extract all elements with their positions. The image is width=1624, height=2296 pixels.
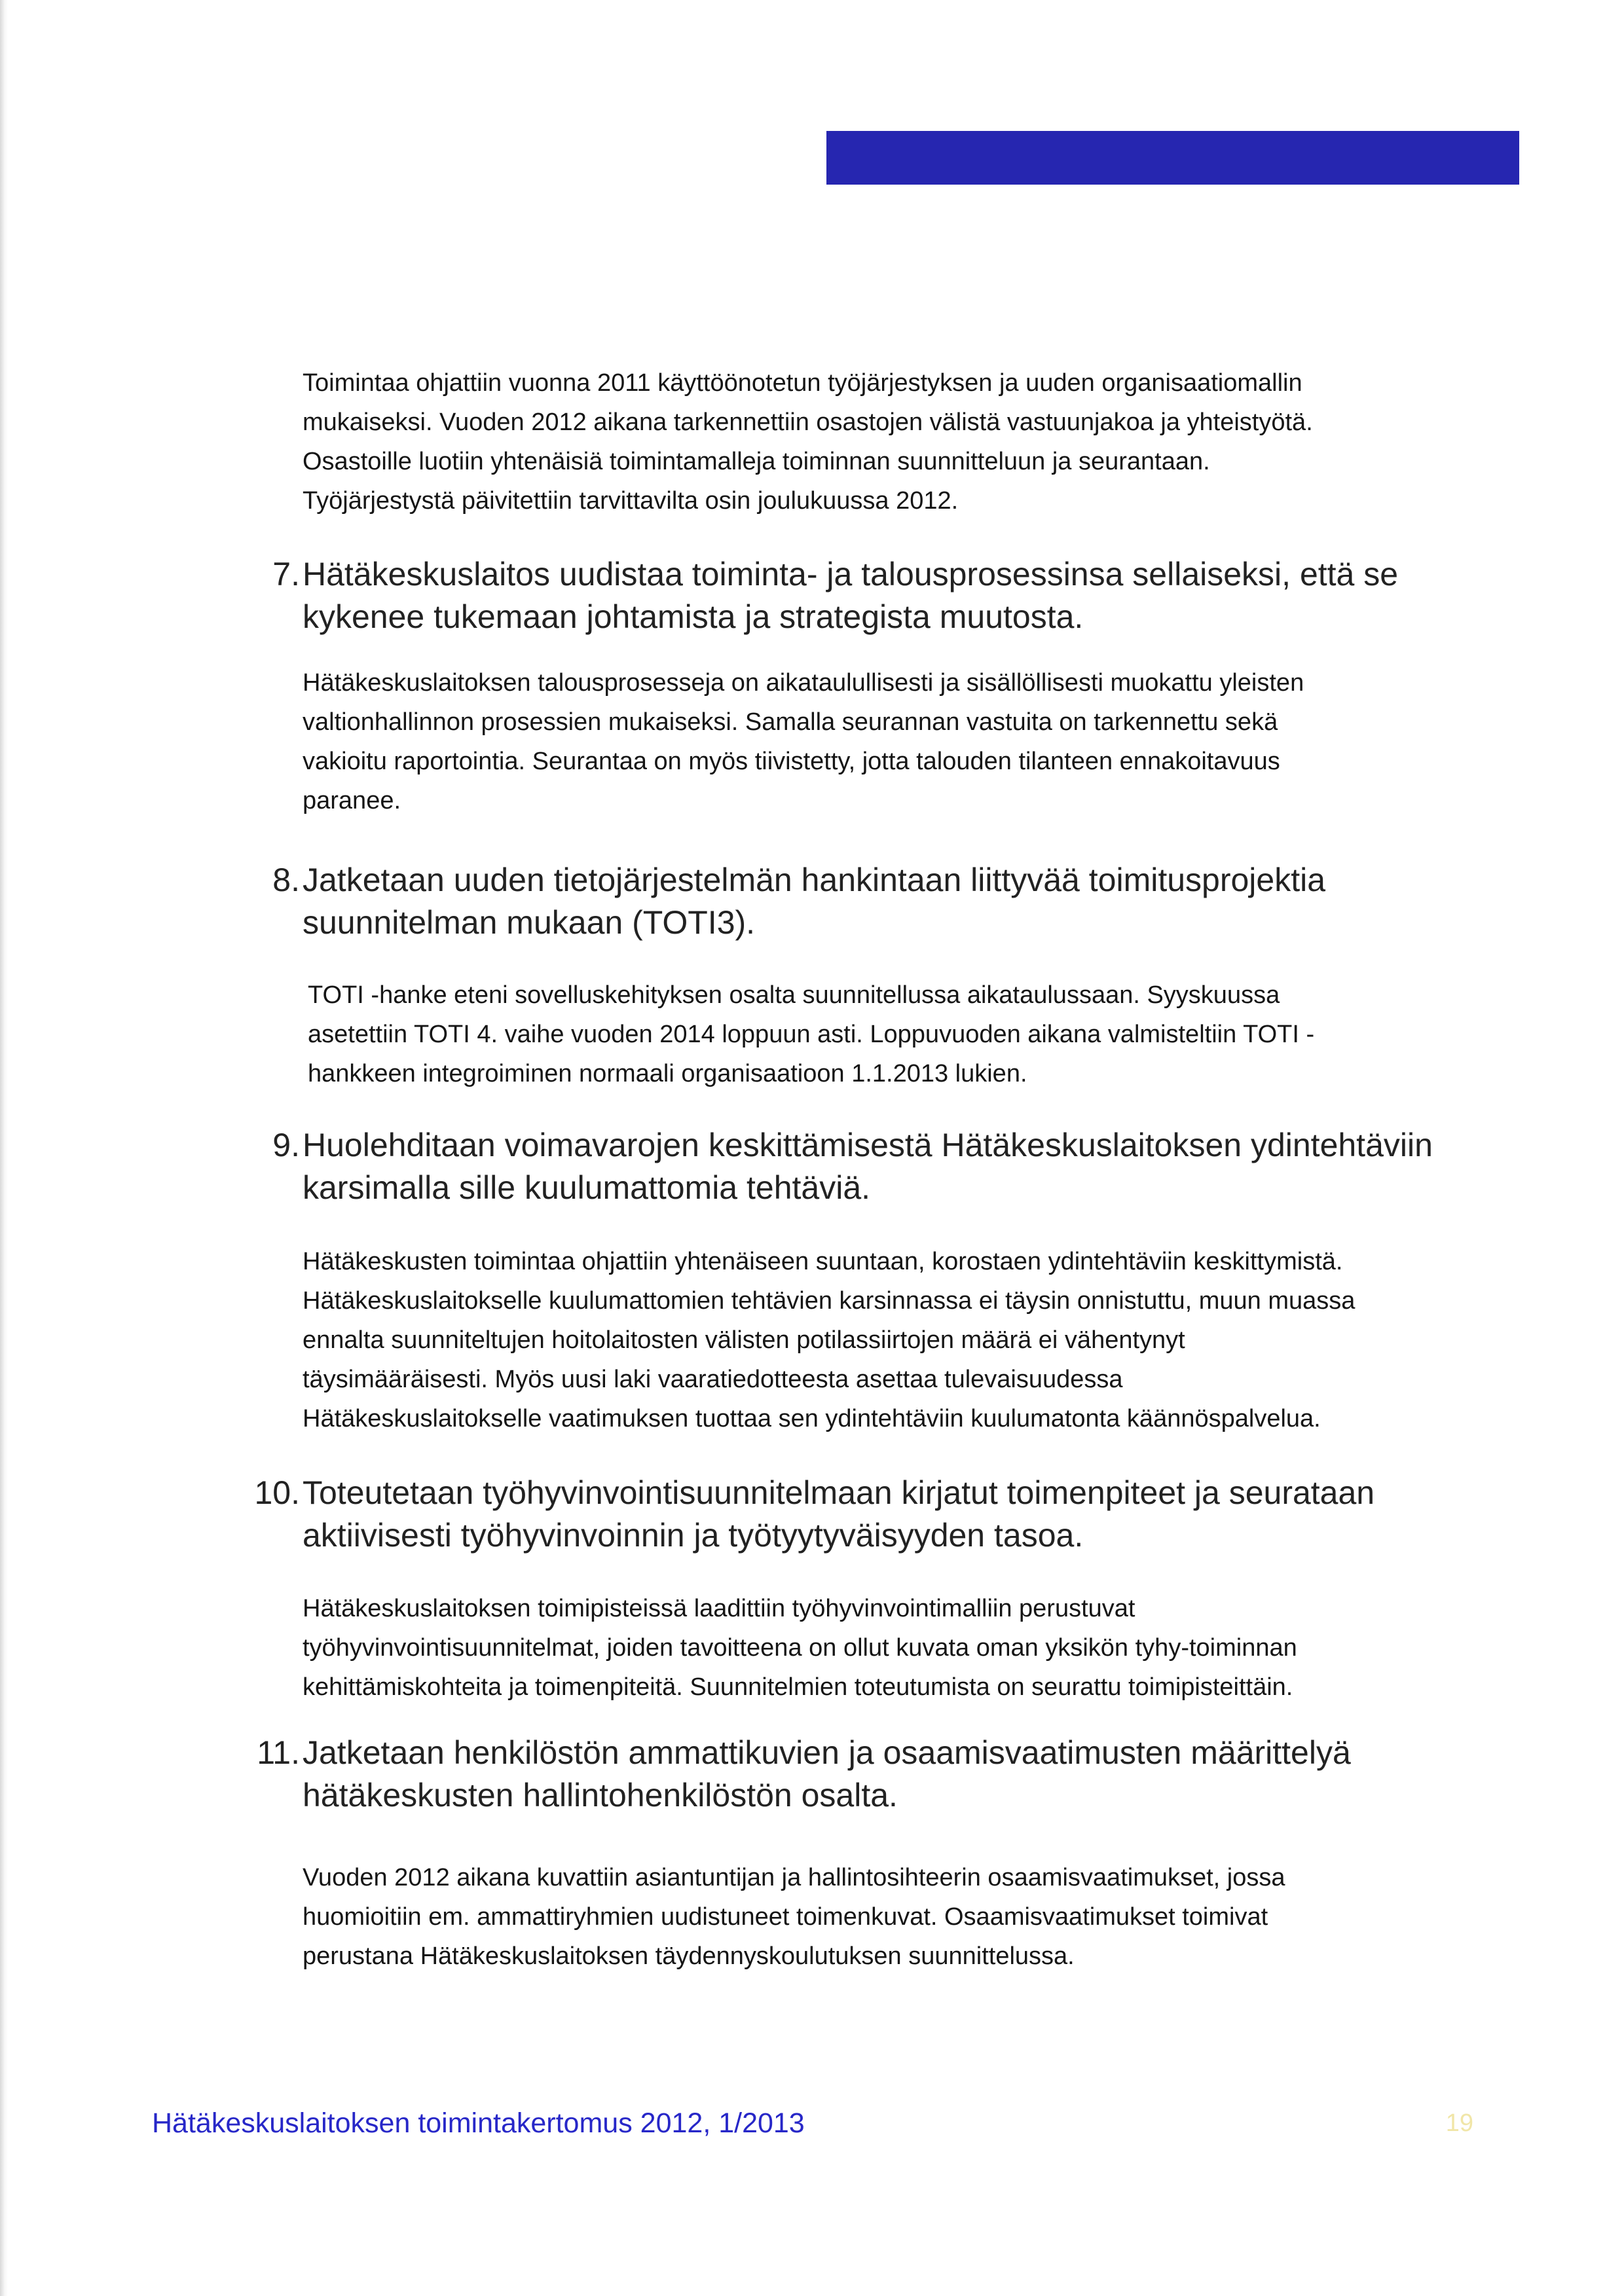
section-10-heading <box>254 1472 1492 1560</box>
footer-title: Hätäkeskuslaitoksen toimintakertomus 2012, 1/2013 <box>152 2107 805 2139</box>
section-heading-text: Toteutetaan työhyvinvointisuunnitelmaan kirjatut toimenpiteet ja seurataan aktiivisesti työhyvinvoinnin ja työtyytyväisyyden tasoa. <box>303 1474 1375 1554</box>
section-10-body: Hätäkeskuslaitoksen toimipisteissä laadittiin työhyvinvointimalliin perustuvat työhyvinvointisuunnitelmat, joiden tavoitteena on ollut kuvata oman yksikön tyhy-toiminnan kehittämiskohteita ja toimenpiteitä. Suunnitelmien toteutumista on seurattu toimipisteittäin. <box>303 1595 1297 1701</box>
section-7-heading <box>254 553 1492 642</box>
section-9-heading <box>254 1124 1492 1212</box>
header-bar <box>826 131 1519 185</box>
section-heading-text: Jatketaan henkilöstön ammattikuvien ja osaamisvaatimusten määrittelyä hätäkeskusten hallintohenkilöstön osalta. <box>303 1734 1351 1813</box>
section-number: 7. <box>272 556 300 592</box>
section-11-body: Vuoden 2012 aikana kuvattiin asiantuntijan ja hallintosihteerin osaamisvaatimukset, jossa huomioitiin em. ammattiryhmien uudistuneet toimenkuvat. Osaamisvaatimukset toimivat perustana Hätäkeskuslaitoksen täydennyskoulutuksen suunnittelussa. <box>303 1864 1285 1970</box>
section-heading-text: Huolehditaan voimavarojen keskittämisestä Hätäkeskuslaitoksen ydintehtäviin karsimalla sille kuulumattomia tehtäviä. <box>303 1127 1433 1206</box>
intro-paragraph: Toimintaa ohjattiin vuonna 2011 käyttöönotetun työjärjestyksen ja uuden organisaatiomallin mukaiseksi. Vuoden 2012 aikana tarkennettiin osastojen välistä vastuunjakoa ja yhteistyötä. Osastoille luotiin yhtenäisiä toimintamalleja toiminnan suunnitteluun ja seurantaan. Työjärjestystä päivitettiin tarvittavilta osin joulukuussa 2012. <box>303 369 1313 515</box>
section-7-body: Hätäkeskuslaitoksen talousprosesseja on aikataulullisesti ja sisällöllisesti muokattu yleisten valtionhallinnon prosessien mukaiseksi. Samalla seurannan vastuita on tarkennettu sekä vakioitu raportointia. Seurantaa on myös tiivistetty, jotta talouden tilanteen ennakoitavuus paranee. <box>303 669 1304 814</box>
page-number: 19 <box>1445 2109 1473 2137</box>
section-number: 11. <box>257 1734 300 1771</box>
section-number: 9. <box>272 1127 300 1163</box>
section-8-body: TOTI -hanke eteni sovelluskehityksen osalta suunnitellussa aikataulussaan. Syyskuussa asetettiin TOTI 4. vaihe vuoden 2014 loppuun asti. Loppuvuoden aikana valmisteltiin TOTI - hankkeen integroiminen normaali organisaatioon 1.1.2013 lukien. <box>308 981 1315 1087</box>
section-heading-text: Jatketaan uuden tietojärjestelmän hankintaan liittyvää toimitusprojektia suunnitelman mukaan (TOTI3). <box>303 862 1326 941</box>
section-11-heading <box>254 1732 1492 1820</box>
section-8-heading <box>254 859 1492 947</box>
section-number: 8. <box>272 862 300 898</box>
page-edge <box>0 0 8 2296</box>
section-9-body: Hätäkeskusten toimintaa ohjattiin yhtenäiseen suuntaan, korostaen ydintehtäviin keskittymistä. Hätäkeskuslaitokselle kuulumattomien tehtävien karsinnassa ei täysin onnistuttu, muun muassa ennalta suunniteltujen hoitolaitosten välisten potilassiirtojen määrä ei vähentynyt täysimääräisesti. Myös uusi laki vaaratiedotteesta asettaa tulevaisuudessa Hätäkeskuslaitokselle vaatimuksen tuottaa sen ydintehtäviin kuulumatonta käännöspalvelua. <box>303 1248 1356 1432</box>
section-heading-text: Hätäkeskuslaitos uudistaa toiminta- ja talousprosessinsa sellaiseksi, että se kykenee tukemaan johtamista ja strategista muutosta. <box>303 556 1399 635</box>
section-number: 10. <box>254 1474 300 1511</box>
